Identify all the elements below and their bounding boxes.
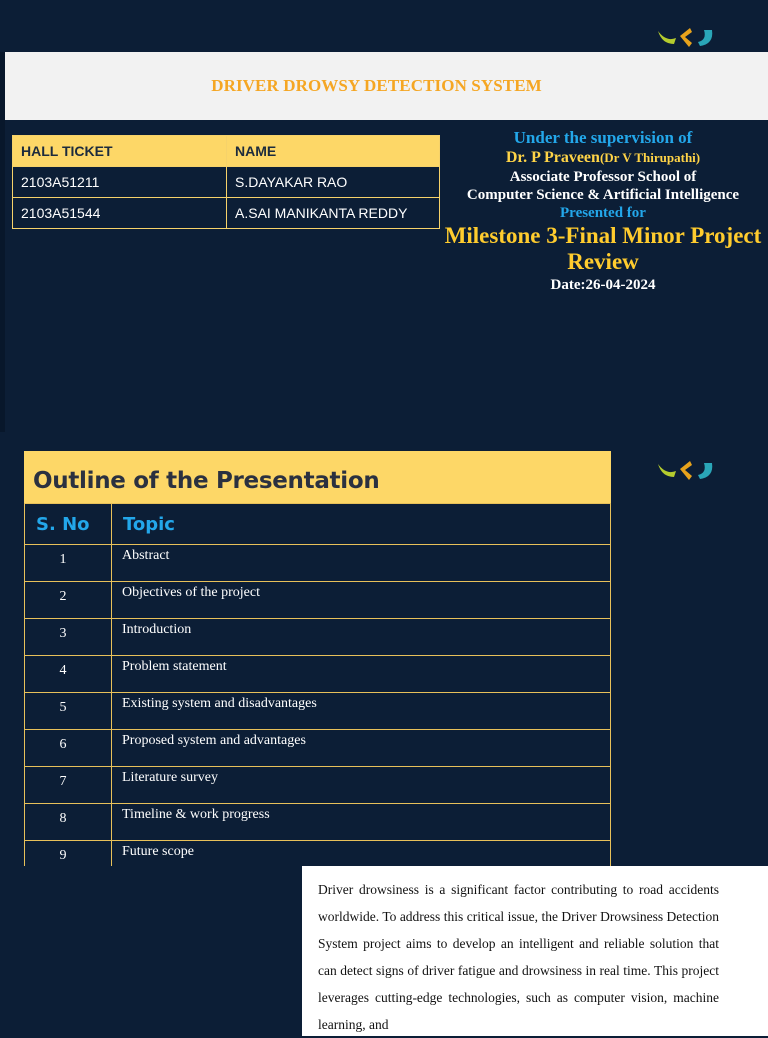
- table-row: [25, 730, 611, 767]
- table-row: [25, 619, 611, 656]
- co-supervisor: (Dr V Thirupathi): [599, 150, 701, 166]
- presentation-date: Date:26-04-2024: [550, 277, 656, 294]
- sno-cell: 8: [25, 804, 112, 841]
- table-row: [25, 545, 611, 582]
- presented-for-label: Presented for: [560, 204, 646, 221]
- name-cell: A.SAI MANIKANTA REDDY: [227, 198, 440, 229]
- students-table: [12, 135, 440, 229]
- hall-ticket-cell: 2103A51211: [13, 167, 227, 198]
- header-sno: S. No: [25, 504, 112, 545]
- table-row: [13, 198, 440, 229]
- sno-cell: 1: [25, 545, 112, 582]
- topic-cell: Timeline & work progress: [112, 804, 611, 841]
- table-row: [13, 167, 440, 198]
- outline-table: [24, 503, 611, 915]
- sno-cell: 6: [25, 730, 112, 767]
- topic-cell: Problem statement: [112, 656, 611, 693]
- university-logo-icon: [656, 459, 720, 483]
- review-title: Milestone 3-Final Minor Project Review: [444, 222, 762, 275]
- outline-heading-bar: [24, 451, 611, 503]
- title-slide: [0, 0, 768, 432]
- supervision-label: Under the supervision of: [513, 128, 693, 147]
- table-row: [25, 693, 611, 730]
- supervisor: Dr. P Praveen: [505, 149, 600, 167]
- sno-cell: 7: [25, 767, 112, 804]
- sno-cell: 2: [25, 582, 112, 619]
- supervision-block: [442, 128, 764, 294]
- designation: Associate Professor School of: [509, 168, 697, 185]
- topic-cell: Introduction: [112, 619, 611, 656]
- header-hall-ticket: HALL TICKET: [13, 136, 227, 167]
- header-topic: Topic: [112, 504, 611, 545]
- sno-cell: 4: [25, 656, 112, 693]
- project-title: DRIVER DROWSY DETECTION SYSTEM: [211, 76, 542, 95]
- table-row: [25, 767, 611, 804]
- project-title-bar: [5, 52, 768, 120]
- hall-ticket-cell: 2103A51544: [13, 198, 227, 229]
- outline-slide: [0, 433, 768, 865]
- header-name: NAME: [227, 136, 440, 167]
- university-logo-icon: [656, 26, 720, 50]
- topic-cell: Future scope: [112, 841, 611, 878]
- slide-edge: [0, 52, 5, 432]
- topic-cell: Proposed system and advantages: [112, 730, 611, 767]
- topic-cell: Objectives of the project: [112, 582, 611, 619]
- table-header-row: [13, 136, 440, 167]
- sno-cell: 3: [25, 619, 112, 656]
- sno-cell: 9: [25, 841, 112, 878]
- table-header-row: [25, 504, 611, 545]
- table-row: [25, 656, 611, 693]
- abstract-slide: [0, 866, 768, 1032]
- topic-cell: Literature survey: [112, 767, 611, 804]
- table-row: [25, 582, 611, 619]
- sno-cell: 5: [25, 693, 112, 730]
- supervisor-name: [442, 148, 764, 167]
- topic-cell: Abstract: [112, 545, 611, 582]
- name-cell: S.DAYAKAR RAO: [227, 167, 440, 198]
- topic-cell: Existing system and disadvantages: [112, 693, 611, 730]
- abstract-box: [302, 866, 768, 1036]
- outline-heading: Outline of the Presentation: [33, 468, 380, 494]
- department: Computer Science & Artificial Intelligence: [466, 186, 740, 203]
- table-row: [25, 804, 611, 841]
- abstract-text: Driver drowsiness is a significant factor contributing to road accidents worldwide. To address this critical issue, the Driver Drowsiness Detection System project aims to develop an intelligent and reliable solution that can detect signs of driver fatigue and drowsiness in real time. This project leverages cutting-edge technologies, such as computer vision, machine learning, and: [318, 882, 719, 1032]
